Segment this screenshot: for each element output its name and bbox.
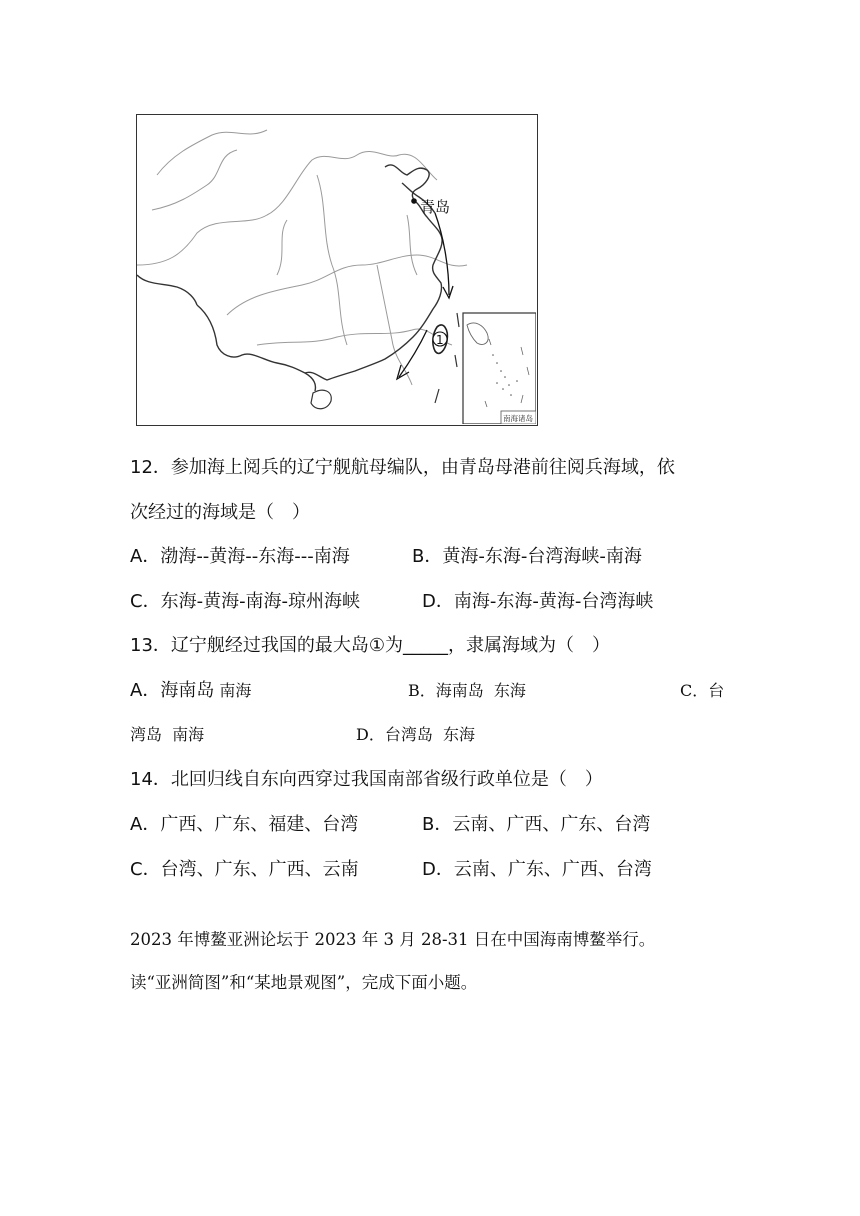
q13-option-c-tail-text: 湾岛 南海 [130, 725, 205, 744]
q13-option-c-head-text: C．台 [680, 681, 725, 700]
q13-stem: 13．辽宁舰经过我国的最大岛①为_____，隶属海域为（ ） [130, 635, 611, 656]
q13-option-b-text: B．海南岛 东海 [408, 681, 526, 700]
q13-option-c-head[interactable] [680, 678, 724, 704]
route-arrow-north [435, 213, 449, 295]
q12-option-b[interactable]: B．黄海-东海-台湾海峡-南海 [412, 546, 642, 567]
q13-option-d[interactable] [356, 722, 475, 748]
q13-option-a-head: A．海南岛 [130, 680, 215, 701]
q12-stem-line1: 12．参加海上阅兵的辽宁舰航母编队，由青岛母港前往阅兵海域，依 [130, 457, 675, 478]
q13-option-a-tail: 南海 [214, 681, 252, 700]
qingdao-label: 青岛 [420, 198, 451, 216]
q13-option-b[interactable] [408, 678, 526, 704]
intro-line2: 读“亚洲简图”和“某地景观图”，完成下面小题。 [130, 973, 478, 992]
south-china-sea-inset [463, 313, 536, 424]
q12-stem-line2: 次经过的海域是（ ） [130, 502, 310, 523]
qingdao-dot [411, 198, 417, 204]
q12-option-d[interactable]: D．南海-东海-黄海-台湾海峡 [422, 591, 654, 612]
china-coast-map [136, 114, 538, 426]
q14-option-d[interactable]: D．云南、广东、广西、台湾 [422, 859, 652, 880]
map-drawing [137, 115, 536, 424]
q14-option-c[interactable]: C．台湾、广东、广西、云南 [130, 859, 359, 880]
hainan-island [311, 390, 331, 409]
island-marker-label: 1 [436, 333, 444, 347]
q13-option-a[interactable] [130, 678, 251, 704]
q13-option-c-tail [130, 722, 204, 748]
inset-label: 南海诸岛 [503, 414, 533, 423]
intro-line1: 2023 年博鳌亚洲论坛于 2023 年 3 月 28-31 日在中国海南博鳌举行。 [130, 930, 656, 949]
q13-option-d-text: D．台湾岛 东海 [356, 725, 476, 744]
q12-option-a[interactable]: A．渤海--黄海--东海---南海 [130, 546, 350, 567]
q14-option-b[interactable]: B．云南、广西、广东、台湾 [422, 814, 651, 835]
q14-stem: 14．北回归线自东向西穿过我国南部省级行政单位是（ ） [130, 769, 603, 790]
q12-option-c[interactable]: C．东海-黄海-南海-琼州海峡 [130, 591, 361, 612]
q14-option-a[interactable]: A．广西、广东、福建、台湾 [130, 814, 359, 835]
